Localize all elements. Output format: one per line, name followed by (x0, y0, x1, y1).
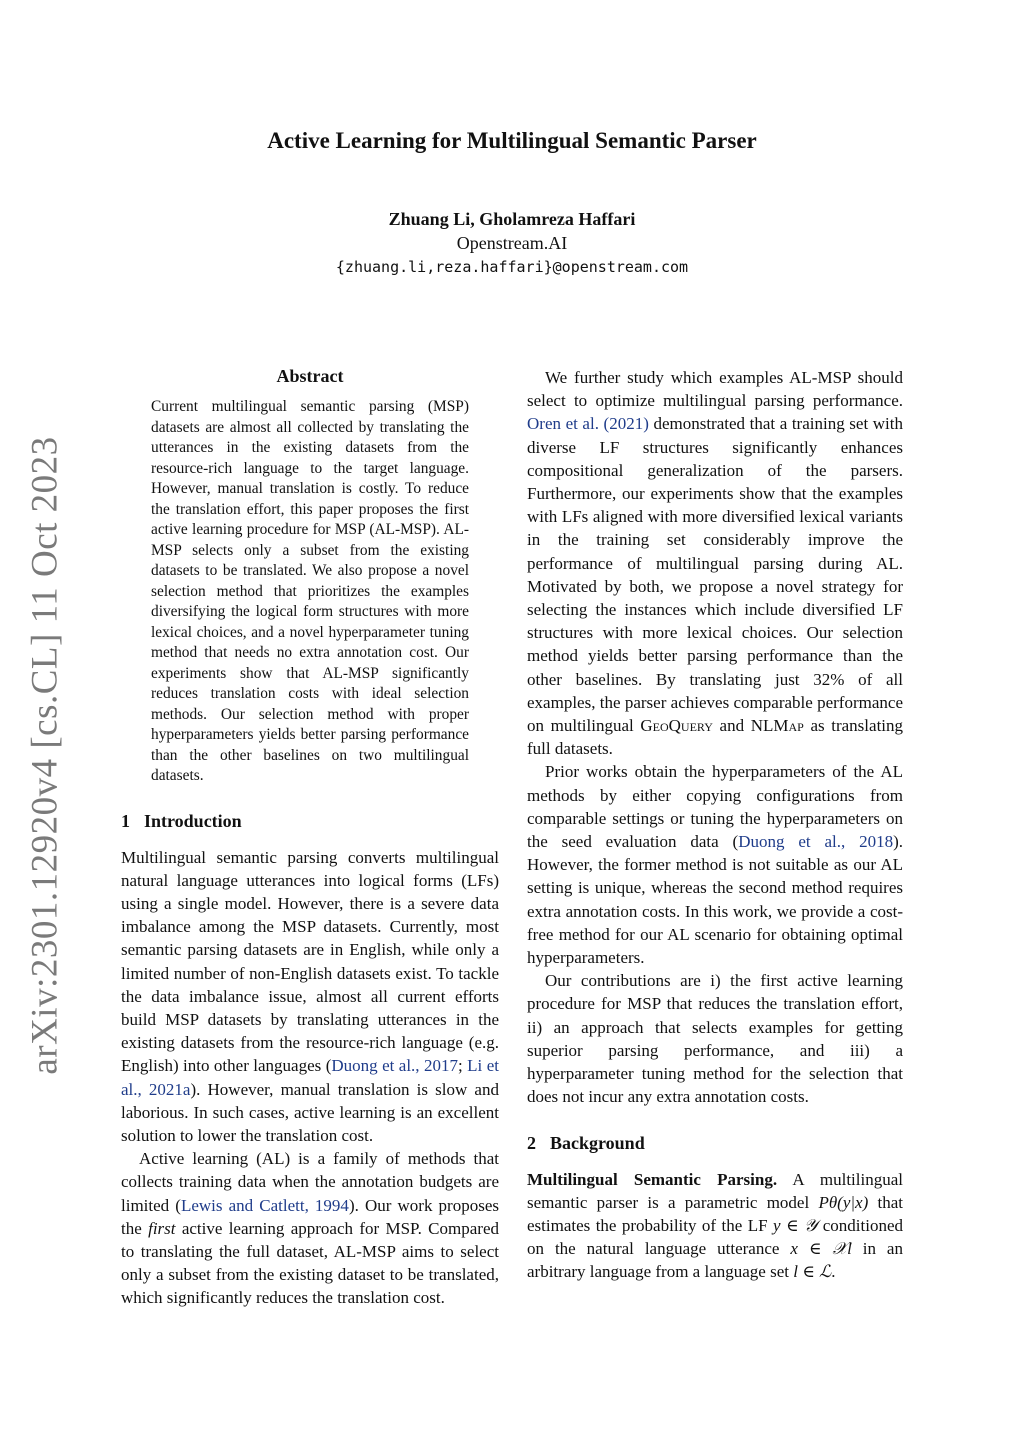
citation-link[interactable]: Duong et al., 2018 (738, 832, 894, 852)
intro-paragraph-5: Our contributions are i) the first active learning procedure for MSP that reduces the translation effort, ii) an approach that selects examples for getting superior parsing performance, and iii) a hyperparameter tuning method for the selection that does not incur any extra annotation costs. (527, 971, 903, 1107)
arxiv-stamp (14, 435, 76, 1075)
citation-link[interactable]: Duong et al., 2017 (331, 1056, 458, 1076)
left-column (121, 366, 499, 1310)
section-heading-background (527, 1133, 903, 1154)
arxiv-stamp-text: arXiv:2301.12920v4 [cs.CL] 11 Oct 2023 (24, 435, 66, 1075)
abstract-heading: Abstract (276, 366, 344, 386)
citation-link[interactable]: Lewis and Catlett, 1994 (180, 1195, 349, 1215)
paper-affiliation: Openstream.AI (456, 233, 568, 253)
intro-paragraph-1: Multilingual semantic parsing converts multilingual natural language utterances into logical forms (LFs) using a single model. However, there is a severe data imbalance among the MSP datasets. Currently, most semantic parsing datasets are in English, while only a limited number of non-English datasets exist. To tackle the data imbalance issue, almost all current efforts build MSP datasets by translating utterances in the existing datasets from the resource-rich language (e.g. English) into other languages (Duong et al., 2017; Li et al., 2021a). However, manual translation is slow and laborious. In such cases, active learning is an excellent solution to lower the translation cost. (121, 847, 499, 1145)
paper-authors: Zhuang Li, Gholamreza Haffari (388, 209, 636, 229)
intro-paragraph-3: We further study which examples AL-MSP should select to optimize multilingual parsing performance. Oren et al. (2021) demonstrated that a training set with diverse LF structures significantly enhances compositional generalization of the parsers. Furthermore, our experiments show that the examples with LFs aligned with more diversified lexical variants in the training set considerably improve the performance of multilingual parsing during AL. Motivated by both, we propose a novel strategy for selecting the instances which include diversified LF structures with more lexical choices. Our selection method yields better parsing performance than the other baselines. By translating just 32% of all examples, the parser achieves comparable performance on multilingual GeoQuery and NLMap as translating full datasets. (527, 368, 904, 759)
intro-paragraph-4: Prior works obtain the hyperparameters of the AL methods by either copying configurations from comparable settings or tuning the hyperparameters on the seed evaluation data (Duong et al., 2018). However, the former method is not suitable as our AL setting is unique, whereas the second method requires extra annotation costs. In this work, we provide a cost-free method for our AL scenario for obtaining optimal hyperparameters. (527, 762, 903, 968)
intro-paragraph-2: Active learning (AL) is a family of methods that collects training data when the annotation budgets are limited (Lewis and Catlett, 1994). Our work proposes the first active learning approach for MSP. Compared to translating the full dataset, AL-MSP aims to select only a subset from the existing dataset to be translated, which significantly reduces the translation cost. (121, 1149, 499, 1308)
background-paragraph-1: Multilingual Semantic Parsing. A multilingual semantic parser is a parametric model Pθ(y|x) that estimates the probability of the LF y ∈ 𝒴 conditioned on the natural language utterance x ∈ 𝒳l in an arbitrary language from a language set l ∈ ℒ. (527, 1169, 904, 1282)
right-column (527, 366, 903, 1284)
section-number: 1 (121, 810, 130, 831)
citation-link[interactable]: Li et al., 2021a (121, 1056, 499, 1099)
section-heading-introduction (121, 811, 499, 832)
section-title: Introduction (144, 810, 242, 831)
citation-link[interactable]: Oren et al. (2021) (527, 414, 649, 434)
paper-email: {zhuang.li,reza.haffari}@openstream.com (335, 258, 689, 276)
paper-title: Active Learning for Multilingual Semantic Parser (267, 128, 757, 153)
section-number: 2 (527, 1132, 536, 1153)
section-title: Background (550, 1132, 645, 1153)
abstract-body: Current multilingual semantic parsing (MSP) datasets are almost all collected by translating the utterances in the existing datasets from the resource-rich language to the target language. However, manual translation is costly. To reduce the translation effort, this paper proposes the first active learning procedure for MSP (AL-MSP). AL-MSP selects only a subset from the existing datasets to be translated. We also propose a novel selection method that prioritizes the examples diversifying the logical form structures with more lexical choices, and a novel hyperparameter tuning method that needs no extra annotation cost. Our experiments show that AL-MSP significantly reduces translation costs with ideal selection methods. Our selection method with proper hyperparameters yields better parsing performance than the other baselines on two multilingual datasets. (151, 398, 469, 784)
